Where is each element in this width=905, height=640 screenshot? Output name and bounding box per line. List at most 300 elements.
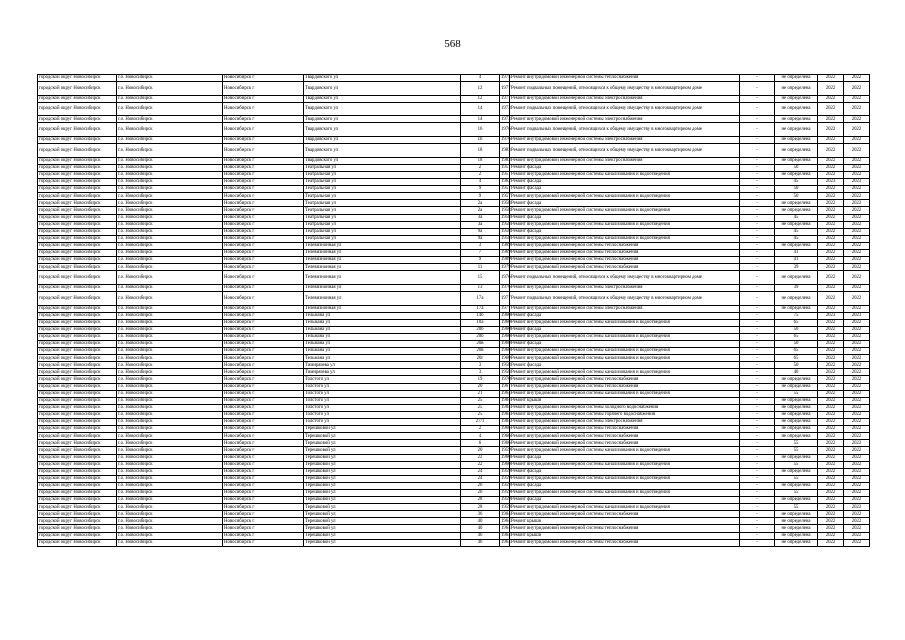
cell-street: Твардовского ул [304, 82, 461, 96]
table-row [38, 291, 870, 305]
cell-house: 20 [461, 383, 500, 390]
cell-house: 21 [461, 390, 500, 397]
cell-year: 1957 [501, 165, 511, 171]
cell-district: городской округ Новосибирск [38, 116, 117, 123]
table-row [38, 511, 870, 518]
cell-work: Ремонт внутридомовой инженерной системы теплоснабжения [510, 383, 740, 390]
cell-street: Твардовского ул [304, 95, 461, 102]
cell-year-from: 2022 [818, 369, 844, 376]
cell-work: Ремонт внутридомовой инженерной системы теплоснабжения [510, 264, 740, 271]
cell-year-from: 2022 [818, 249, 844, 256]
cell-street: Театральная ул [304, 221, 461, 228]
cell-district: городской округ Новосибирск [38, 271, 117, 285]
cell-settlement: г.о. Новосибирск [117, 355, 223, 362]
cell-city: Новосибирск г [223, 228, 304, 235]
cell-work: Ремонт внутридомовой инженерной системы электроснабжения [510, 137, 740, 144]
cell-cost: не определена [775, 511, 818, 518]
cell-dash: - [740, 426, 775, 433]
cell-year: 1964 [501, 525, 511, 531]
cell-year-from: 2022 [818, 291, 844, 305]
cell-work: Ремонт внутридомовой инженерной системы канализования и водоотведения [510, 207, 740, 214]
cell-year-from: 2022 [818, 193, 844, 200]
cell-street: Тимирязева ул [304, 362, 461, 369]
cell-district: городской округ Новосибирск [38, 179, 117, 186]
cell-dash: - [740, 82, 775, 96]
cell-city: Новосибирск г [223, 539, 304, 546]
table-row [38, 333, 870, 340]
cell-settlement: г.о. Новосибирск [117, 497, 223, 504]
cell-cost: 65 [775, 333, 818, 340]
cell-district: городской округ Новосибирск [38, 518, 117, 525]
cell-house: 18 [461, 157, 500, 164]
cell-city: Новосибирск г [223, 326, 304, 333]
cell-work: Ремонт фасада [510, 164, 740, 171]
cell-settlement: г.о. Новосибирск [117, 426, 223, 433]
cell-dash: - [740, 489, 775, 496]
cell-year: 1966 [501, 440, 511, 446]
cell-settlement: г.о. Новосибирск [117, 123, 223, 137]
cell-work: Ремонт внутридомовой инженерной системы канализования и водоотведения [510, 333, 740, 340]
cell-house: 20б [461, 326, 500, 333]
cell-cost: 39 [775, 264, 818, 271]
cell-settlement: г.о. Новосибирск [117, 186, 223, 193]
cell-settlement: г.о. Новосибирск [117, 228, 223, 235]
cell-year: 1984 [501, 511, 511, 517]
cell-dash: - [740, 186, 775, 193]
cell-district: городской округ Новосибирск [38, 440, 117, 447]
cell-year-from: 2022 [818, 482, 844, 489]
cell-settlement: г.о. Новосибирск [117, 397, 223, 404]
cell-street: Терешковой ул [304, 482, 461, 489]
cell-year-to: 2022 [844, 419, 870, 426]
cell-work: Ремонт внутридомовой инженерной системы теплоснабжения [510, 75, 740, 82]
cell-city: Новосибирск г [223, 511, 304, 518]
cell-year: 1976 [500, 123, 510, 137]
cell-district: городской округ Новосибирск [38, 404, 117, 411]
cell-dash: - [740, 504, 775, 511]
cell-cost: не определена [775, 144, 818, 158]
cell-year-from: 2022 [818, 461, 844, 468]
cell-work: Ремонт подвальных помещений, относящихся к общему имуществу в многоквартирном доме [510, 82, 740, 96]
cell-year: 1967 [501, 383, 511, 389]
cell-street: Терешковой ул [304, 497, 461, 504]
cell-dash: - [740, 383, 775, 390]
cell-dash: - [740, 362, 775, 369]
cell-street: Терешковой ул [304, 504, 461, 511]
cell-year: 1958 [501, 221, 511, 227]
cell-cost: не определена [775, 468, 818, 475]
cell-dash: - [740, 95, 775, 102]
cell-district: городской округ Новосибирск [38, 193, 117, 200]
table-row [38, 390, 870, 397]
cell-year-to: 2022 [844, 454, 870, 461]
cell-dash: - [740, 164, 775, 171]
cell-year: 1960 [501, 461, 511, 467]
cell-house: 3 [461, 242, 500, 249]
cell-settlement: г.о. Новосибирск [117, 144, 223, 158]
cell-year-to: 2022 [844, 433, 870, 440]
cell-street: Терешковой ул [304, 511, 461, 518]
table-row [38, 312, 870, 319]
cell-street: Толстого ул [304, 419, 461, 426]
cell-work: Ремонт внутридомовой инженерной системы теплоснабжения [510, 539, 740, 546]
cell-cost: не определена [775, 482, 818, 489]
cell-year-from: 2022 [818, 305, 844, 312]
cell-city: Новосибирск г [223, 369, 304, 376]
cell-street: Театральная ул [304, 207, 461, 214]
page-number: 568 [444, 38, 461, 50]
table-row [38, 326, 870, 333]
cell-settlement: г.о. Новосибирск [117, 362, 223, 369]
cell-year: 1957 [501, 172, 511, 178]
cell-cost: не определена [775, 102, 818, 116]
cell-street: Терешковой ул [304, 475, 461, 482]
cell-house: 2а [461, 207, 500, 214]
cell-year-to: 2022 [844, 193, 870, 200]
cell-house: 25 [461, 404, 500, 411]
cell-dash: - [740, 447, 775, 454]
cell-street: Телевизионная ул [304, 242, 461, 249]
cell-dash: - [740, 171, 775, 178]
cell-year: 1973 [500, 102, 510, 116]
cell-city: Новосибирск г [223, 116, 304, 123]
cell-year-from: 2022 [818, 116, 844, 123]
cell-street: Тельмана ул [304, 333, 461, 340]
cell-year: 1960 [501, 348, 511, 354]
cell-house: 2 [461, 171, 500, 178]
cell-street: Театральная ул [304, 214, 461, 221]
cell-year-from: 2022 [818, 390, 844, 397]
cell-house: 17а [461, 291, 500, 305]
cell-cost: не определена [775, 200, 818, 207]
cell-city: Новосибирск г [223, 440, 304, 447]
cell-year-from: 2022 [818, 257, 844, 264]
cell-house: 6 [461, 440, 500, 447]
table-row [38, 397, 870, 404]
table-row [38, 497, 870, 504]
table-row [38, 95, 870, 102]
cell-year-to: 2022 [844, 207, 870, 214]
cell-settlement: г.о. Новосибирск [117, 214, 223, 221]
cell-street: Терешковой ул [304, 447, 461, 454]
cell-city: Новосибирск г [223, 75, 304, 82]
cell-street: Тельмана ул [304, 326, 461, 333]
cell-cost: не определена [775, 426, 818, 433]
cell-street: Терешковой ул [304, 468, 461, 475]
cell-dash: - [740, 454, 775, 461]
table-row [38, 235, 870, 242]
cell-work: Ремонт фасада [510, 497, 740, 504]
cell-district: городской округ Новосибирск [38, 475, 117, 482]
cell-street: Терешковой ул [304, 454, 461, 461]
cell-year-to: 2022 [844, 200, 870, 207]
cell-dash: - [740, 482, 775, 489]
cell-year: 1964 [501, 532, 511, 538]
cell-settlement: г.о. Новосибирск [117, 475, 223, 482]
cell-settlement: г.о. Новосибирск [117, 326, 223, 333]
cell-year-to: 2022 [844, 355, 870, 362]
cell-settlement: г.о. Новосибирск [117, 257, 223, 264]
cell-cost: 50 [775, 193, 818, 200]
cell-settlement: г.о. Новосибирск [117, 369, 223, 376]
cell-street: Терешковой ул [304, 489, 461, 496]
table-row [38, 454, 870, 461]
cell-work: Ремонт внутридомовой инженерной системы электроснабжения [510, 157, 740, 164]
cell-year-from: 2022 [818, 319, 844, 326]
cell-dash: - [740, 179, 775, 186]
cell-work: Ремонт подвальных помещений, относящихся к общему имуществу в многоквартирном доме [510, 144, 740, 158]
cell-year: 1959 [501, 476, 511, 482]
cell-cost: не определена [775, 497, 818, 504]
cell-street: Телевизионная ул [304, 264, 461, 271]
cell-year-to: 2022 [844, 116, 870, 123]
cell-city: Новосибирск г [223, 164, 304, 171]
cell-district: городской округ Новосибирск [38, 362, 117, 369]
cell-cost: не определена [775, 525, 818, 532]
cell-year-to: 2022 [844, 468, 870, 475]
cell-street: Тельмана ул [304, 355, 461, 362]
cell-year: 1958 [501, 200, 511, 206]
cell-house: 3 [461, 369, 500, 376]
cell-work: Ремонт внутридомовой инженерной системы канализования и водоотведения [510, 504, 740, 511]
cell-cost: не определена [775, 305, 818, 312]
cell-house: 14б [461, 312, 500, 319]
cell-year-to: 2022 [844, 319, 870, 326]
cell-settlement: г.о. Новосибирск [117, 75, 223, 82]
cell-city: Новосибирск г [223, 333, 304, 340]
cell-year-from: 2022 [818, 333, 844, 340]
cell-year-to: 2023 [844, 312, 870, 319]
cell-work: Ремонт внутридомовой инженерной системы теплоснабжения [510, 242, 740, 249]
cell-street: Твардовского ул [304, 157, 461, 164]
cell-dash: - [740, 532, 775, 539]
cell-house: 28 [461, 497, 500, 504]
cell-street: Телевизионная ул [304, 249, 461, 256]
cell-work: Ремонт внутридомовой инженерной системы теплоснабжения [510, 433, 740, 440]
cell-work: Ремонт фасада [510, 326, 740, 333]
cell-year-from: 2022 [818, 207, 844, 214]
table-row [38, 426, 870, 433]
cell-street: Тельмана ул [304, 319, 461, 326]
cell-cost: 65 [775, 348, 818, 355]
cell-year: 1957 [501, 193, 511, 199]
cell-street: Терешковой ул [304, 426, 461, 433]
table-row [38, 271, 870, 285]
cell-year-from: 2022 [818, 518, 844, 525]
cell-district: городской округ Новосибирск [38, 171, 117, 178]
cell-settlement: г.о. Новосибирск [117, 532, 223, 539]
cell-work: Ремонт внутридомовой инженерной системы канализования и водоотведения [510, 475, 740, 482]
table-row [38, 539, 870, 546]
cell-district: городской округ Новосибирск [38, 235, 117, 242]
cell-cost: не определена [775, 221, 818, 228]
cell-year-to: 2022 [844, 525, 870, 532]
cell-year: 1960 [501, 312, 511, 318]
cell-year: 1960 [501, 334, 511, 340]
cell-cost: не определена [775, 137, 818, 144]
cell-work: Ремонт фасада [510, 341, 740, 348]
cell-work: Ремонт фасада [510, 214, 740, 221]
cell-dash: - [740, 257, 775, 264]
cell-dash: - [740, 235, 775, 242]
cell-year-from: 2022 [818, 525, 844, 532]
cell-year-from: 2022 [818, 200, 844, 207]
cell-year-from: 2022 [818, 271, 844, 285]
table-row [38, 489, 870, 496]
cell-year-to: 2022 [844, 440, 870, 447]
cell-year-to: 2022 [844, 326, 870, 333]
cell-year: 1959 [501, 469, 511, 475]
cell-year: 1957 [501, 186, 511, 192]
cell-settlement: г.о. Новосибирск [117, 242, 223, 249]
table-row [38, 144, 870, 158]
table-row [38, 433, 870, 440]
cell-year: 1960 [501, 327, 511, 333]
cell-street: Театральная ул [304, 179, 461, 186]
table-row [38, 440, 870, 447]
cell-cost: 45 [775, 228, 818, 235]
cell-city: Новосибирск г [223, 102, 304, 116]
cell-work: Ремонт внутридомовой инженерной системы теплоснабжения [510, 426, 740, 433]
table-row [38, 383, 870, 390]
cell-cost: не определена [775, 271, 818, 285]
cell-city: Новосибирск г [223, 497, 304, 504]
cell-year-from: 2022 [818, 171, 844, 178]
cell-settlement: г.о. Новосибирск [117, 179, 223, 186]
cell-district: городской округ Новосибирск [38, 355, 117, 362]
cell-street: Театральная ул [304, 235, 461, 242]
cell-district: городской округ Новосибирск [38, 333, 117, 340]
cell-dash: - [740, 284, 775, 291]
table-row [38, 305, 870, 312]
cell-work: Ремонт внутридомовой инженерной системы теплоснабжения [510, 249, 740, 256]
cell-settlement: г.о. Новосибирск [117, 207, 223, 214]
cell-year: 1973 [501, 116, 511, 122]
cell-dash: - [740, 249, 775, 256]
cell-district: городской округ Новосибирск [38, 525, 117, 532]
table-row [38, 171, 870, 178]
cell-settlement: г.о. Новосибирск [117, 164, 223, 171]
cell-year-from: 2022 [818, 454, 844, 461]
cell-year-to: 2022 [844, 383, 870, 390]
cell-year-to: 2022 [844, 518, 870, 525]
cell-settlement: г.о. Новосибирск [117, 157, 223, 164]
cell-year-from: 2022 [818, 376, 844, 383]
cell-city: Новосибирск г [223, 383, 304, 390]
cell-settlement: г.о. Новосибирск [117, 390, 223, 397]
cell-work: Ремонт внутридомовой инженерной системы теплоснабжения [510, 511, 740, 518]
cell-house: 20в [461, 341, 500, 348]
cell-year-to: 2022 [844, 305, 870, 312]
cell-year: 1958 [501, 207, 511, 213]
cell-house: 36 [461, 511, 500, 518]
cell-year: 1958 [501, 362, 511, 368]
cell-city: Новосибирск г [223, 284, 304, 291]
cell-year-to: 2022 [844, 264, 870, 271]
cell-year: 1962 [501, 179, 511, 185]
cell-city: Новосибирск г [223, 426, 304, 433]
cell-house: 4 [461, 433, 500, 440]
cell-year-to: 2022 [844, 447, 870, 454]
cell-cost: не определена [775, 82, 818, 96]
cell-year: 1966 [501, 426, 511, 432]
cell-year-from: 2022 [818, 355, 844, 362]
cell-street: Театральная ул [304, 171, 461, 178]
table-row [38, 102, 870, 116]
cell-city: Новосибирск г [223, 144, 304, 158]
cell-year-from: 2022 [818, 186, 844, 193]
cell-cost: 41 [775, 249, 818, 256]
cell-house: 27/1 [461, 419, 500, 426]
cell-street: Телевизионная ул [304, 284, 461, 291]
cell-street: Толстого ул [304, 376, 461, 383]
cell-house: 22 [461, 454, 500, 461]
cell-year-to: 2022 [844, 511, 870, 518]
cell-year: 1958 [501, 229, 511, 235]
cell-dash: - [740, 348, 775, 355]
cell-house: 46 [461, 532, 500, 539]
cell-house: 2а [461, 200, 500, 207]
cell-work: Ремонт внутридомовой инженерной системы канализования и водоотведения [510, 355, 740, 362]
cell-dash: - [740, 333, 775, 340]
cell-cost: не определена [775, 376, 818, 383]
cell-dash: - [740, 214, 775, 221]
cell-work: Ремонт крыши [510, 518, 740, 525]
cell-settlement: г.о. Новосибирск [117, 116, 223, 123]
cell-settlement: г.о. Новосибирск [117, 468, 223, 475]
table-row [38, 419, 870, 426]
table-row [38, 228, 870, 235]
cell-cost: 55 [775, 489, 818, 496]
cell-house: 40 [461, 525, 500, 532]
cell-district: городской округ Новосибирск [38, 411, 117, 418]
cell-street: Толстого ул [304, 404, 461, 411]
cell-year-from: 2022 [818, 157, 844, 164]
cell-year: 1977 [500, 82, 510, 96]
cell-year-to: 2022 [844, 228, 870, 235]
cell-year: 1983 [501, 158, 511, 164]
cell-city: Новосибирск г [223, 419, 304, 426]
cell-street: Тельмана ул [304, 348, 461, 355]
cell-city: Новосибирск г [223, 249, 304, 256]
cell-year-from: 2022 [818, 82, 844, 96]
cell-year: 1983 [500, 144, 510, 158]
cell-year-to: 2022 [844, 461, 870, 468]
cell-work: Ремонт подвальных помещений, относящихся к общему имуществу в многоквартирном доме [510, 271, 740, 285]
table-body [38, 75, 870, 547]
cell-street: Толстого ул [304, 397, 461, 404]
table-row [38, 75, 870, 82]
cell-year: 1976 [500, 271, 510, 285]
cell-work: Ремонт фасада [510, 454, 740, 461]
cell-cost: не определена [775, 95, 818, 102]
cell-city: Новосибирск г [223, 291, 304, 305]
cell-district: городской округ Новосибирск [38, 305, 117, 312]
cell-settlement: г.о. Новосибирск [117, 539, 223, 546]
cell-cost: 55 [775, 461, 818, 468]
cell-settlement: г.о. Новосибирск [117, 95, 223, 102]
cell-dash: - [740, 200, 775, 207]
cell-settlement: г.о. Новосибирск [117, 249, 223, 256]
cell-house: 40 [461, 518, 500, 525]
cell-city: Новосибирск г [223, 518, 304, 525]
cell-city: Новосибирск г [223, 397, 304, 404]
cell-year: 1984 [501, 398, 511, 404]
cell-year: 1970 [501, 376, 511, 382]
table-row [38, 200, 870, 207]
cell-street: Твардовского ул [304, 137, 461, 144]
repair-schedule-table [37, 74, 870, 547]
